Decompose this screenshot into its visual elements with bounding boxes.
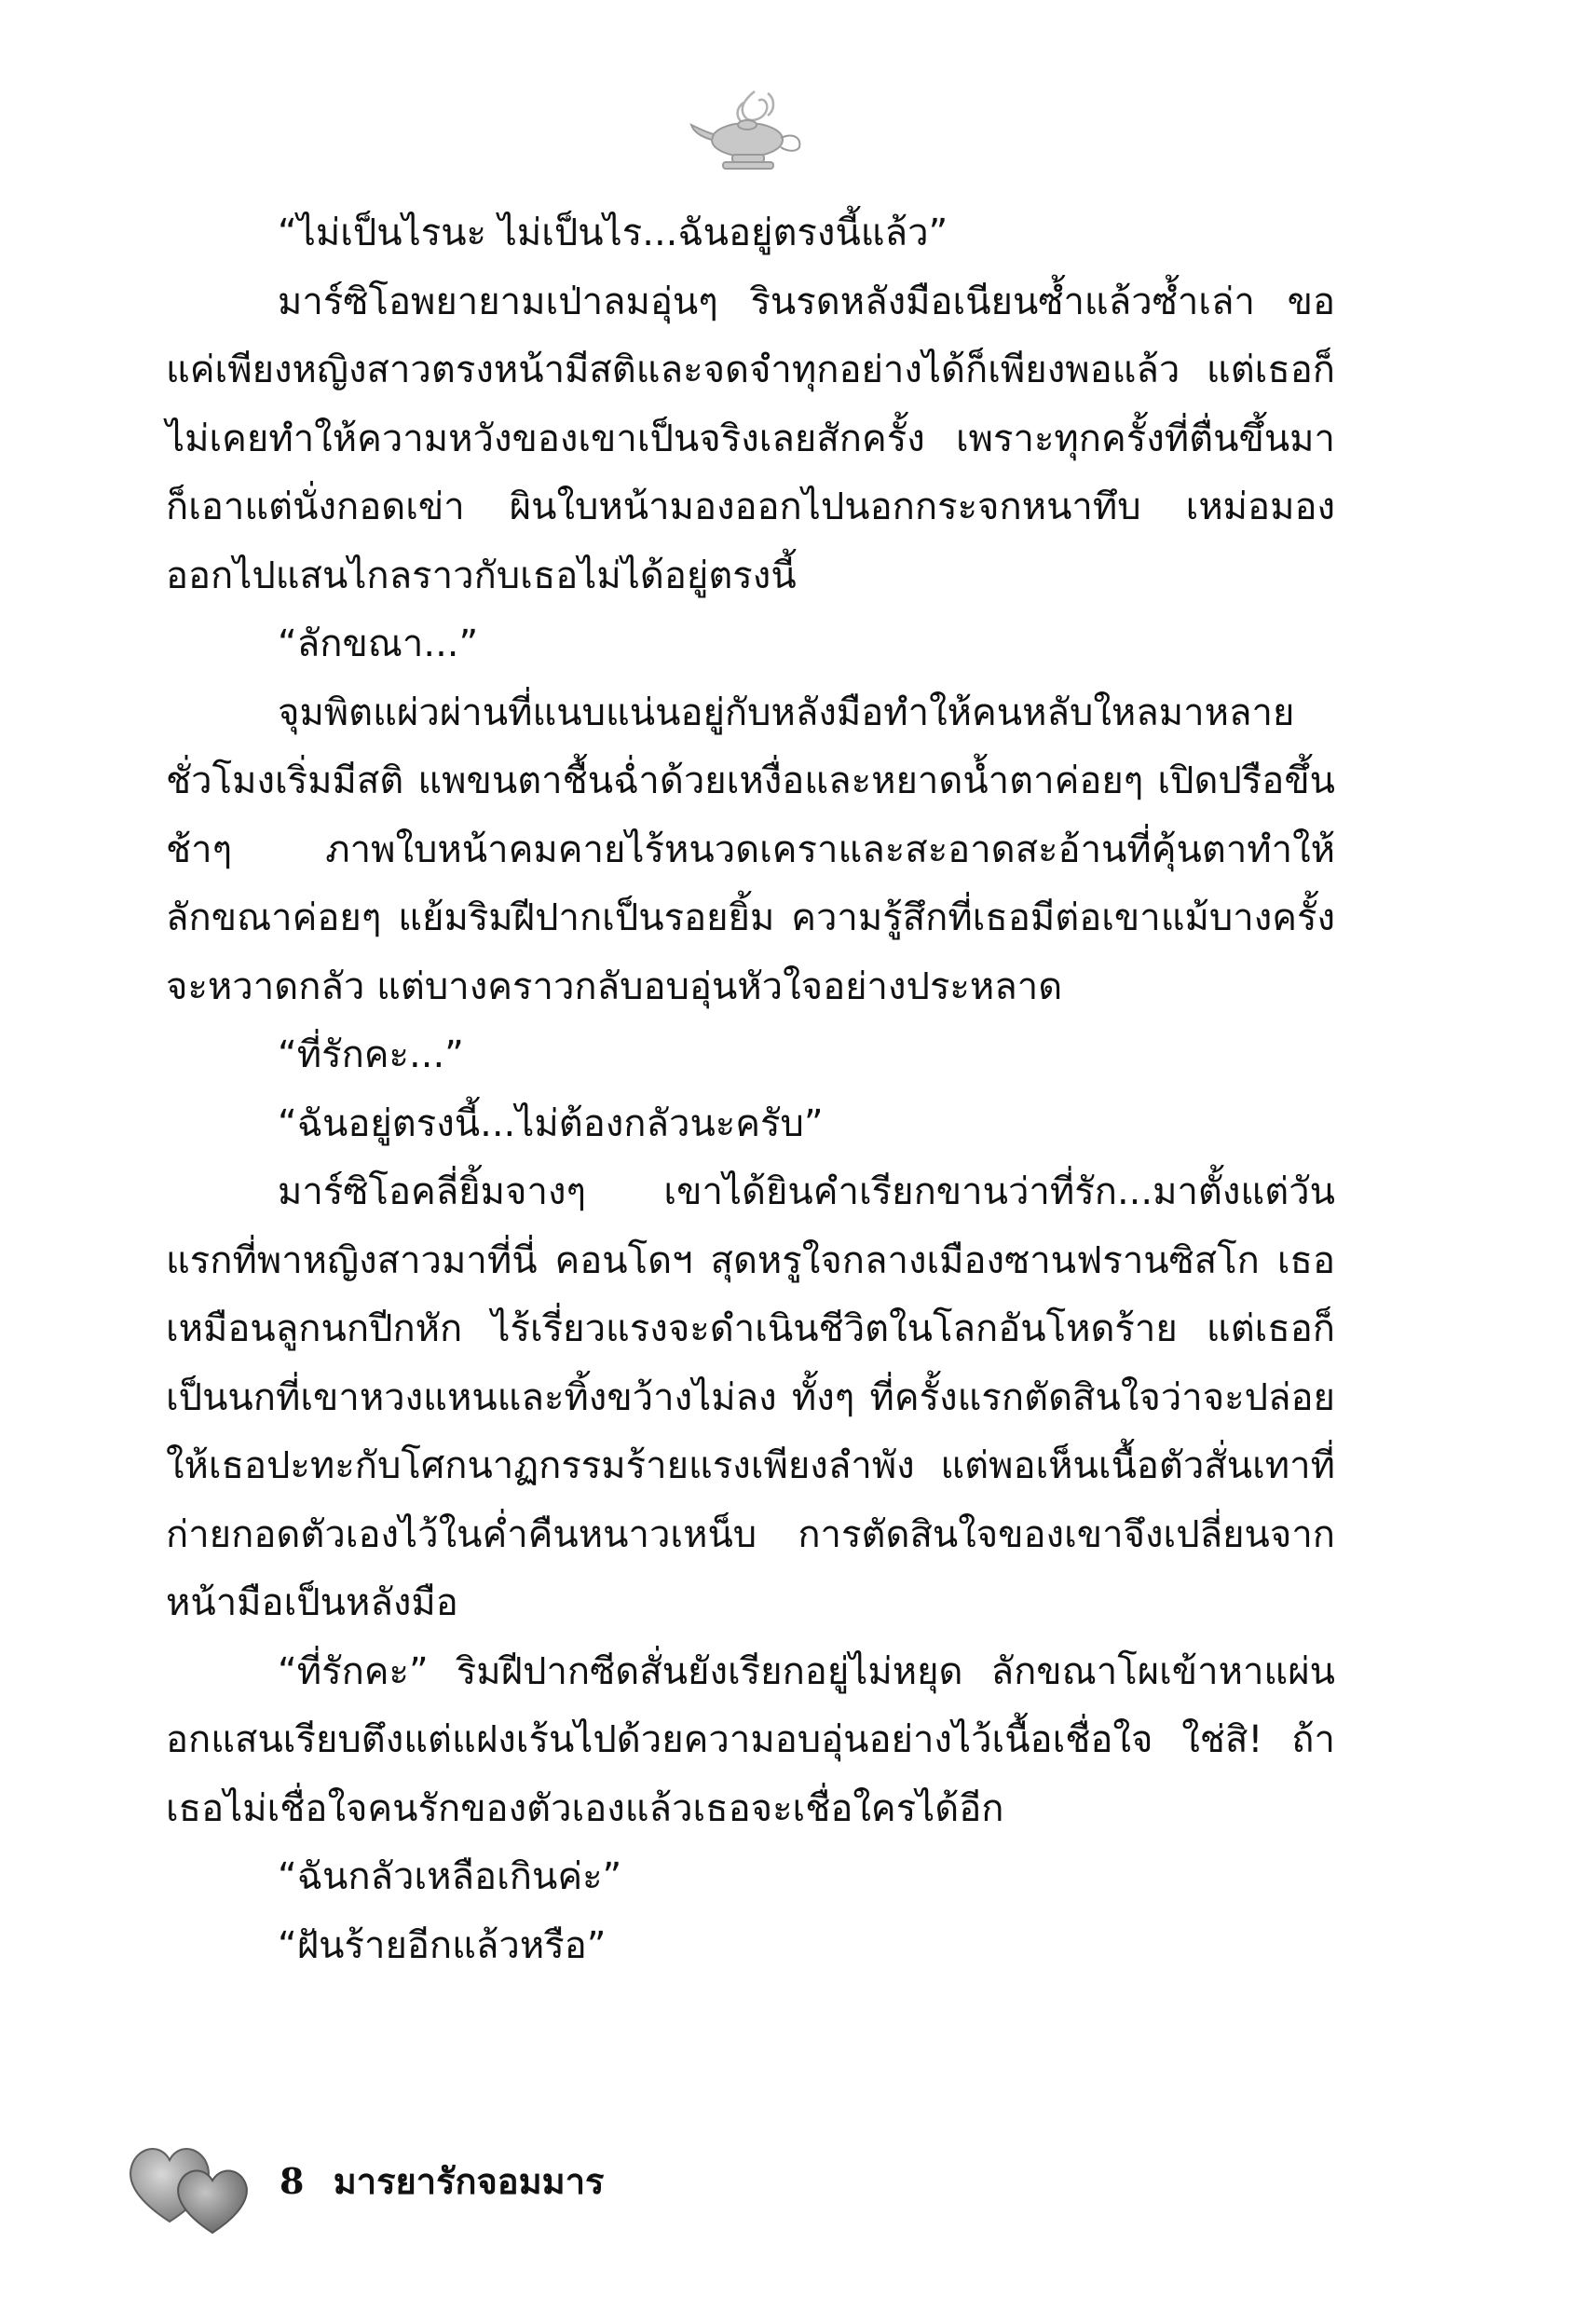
genie-lamp-icon	[689, 82, 811, 175]
book-title: มารยารักจอมมาร	[333, 2160, 605, 2202]
paragraph: มาร์ซิโอคลี่ยิ้มจางๆ เขาได้ยินคำเรียกขานว่าที่รัก...มาตั้งแต่วันแรกที่พาหญิงสาวมาที่นี่ คอนโดฯ สุดหรูใจกลางเมืองซานฟรานซิสโก เธอเหมือนลูกนกปีกหัก ไร้เรี่ยวแรงจะดำเนินชีวิตในโลกอันโหดร้าย แต่เธอก็เป็นนกที่เขาหวงแหนและทิ้งขว้างไม่ลง ทั้งๆ ที่ครั้งแรกตัดสินใจว่าจะปล่อยให้เธอปะทะกับโศกนาฏกรรมร้ายแรงเพียงลำพัง แต่พอเห็นเนื้อตัวสั่นเทาที่ก่ายกอดตัวเองไว้ในค่ำคืนหนาวเหน็บ การตัดสินใจของเขาจึงเปลี่ยนจากหน้ามือเป็นหลังมือ	[166, 1170, 1335, 1624]
paragraph: “ฉันกลัวเหลือเกินค่ะ”	[278, 1855, 622, 1898]
running-footer	[280, 2158, 604, 2205]
paragraph: “ที่รักคะ” ริมฝีปากซีดสั่นยังเรียกอยู่ไม่หยุด ลักขณาโผเข้าหาแผ่นอกแสนเรียบตึงแต่แฝงเร้นไปด้วยความอบอุ่นอย่างไว้เนื้อเชื่อใจ ใช่สิ! ถ้าเธอไม่เชื่อใจคนรักของตัวเองแล้วเธอจะเชื่อใครได้อีก	[166, 1649, 1335, 1830]
paragraph: “ที่รักคะ...”	[278, 1033, 464, 1076]
paragraph: “ฝันร้ายอีกแล้วหรือ”	[278, 1923, 607, 1967]
hearts-icon	[123, 2128, 272, 2240]
page-number: 8	[280, 2160, 305, 2202]
paragraph: มาร์ซิโอพยายามเป่าลมอุ่นๆ รินรดหลังมือเนียนซ้ำแล้วซ้ำเล่า ขอแค่เพียงหญิงสาวตรงหน้ามีสติและจดจำทุกอย่างได้ก็เพียงพอแล้ว แต่เธอก็ไม่เคยทำให้ความหวังของเขาเป็นจริงเลยสักครั้ง เพราะทุกครั้งที่ตื่นขึ้นมาก็เอาแต่นั่งกอดเข่า ผินใบหน้ามองออกไปนอกกระจกหนาทึบ เหม่อมองออกไปแสนไกลราวกับเธอไม่ได้อยู่ตรงนี้	[166, 280, 1335, 597]
paragraph: “ฉันอยู่ตรงนี้...ไม่ต้องกลัวนะครับ”	[278, 1101, 824, 1145]
paragraph: จุมพิตแผ่วผ่านที่แนบแน่นอยู่กับหลังมือทำให้คนหลับใหลมาหลายชั่วโมงเริ่มมีสติ แพขนตาชื้นฉ่ำด้วยเหงื่อและหยาดน้ำตาค่อยๆ เปิดปรือขึ้นช้าๆ ภาพใบหน้าคมคายไร้หนวดเคราและสะอาดสะอ้านที่คุ้นตาทำให้ลักขณาค่อยๆ แย้มริมฝีปากเป็นรอยยิ้ม ความรู้สึกที่เธอมีต่อเขาแม้บางครั้งจะหวาดกลัว แต่บางคราวกลับอบอุ่นหัวใจอย่างประหลาด	[166, 691, 1335, 1008]
page-footer	[123, 2128, 682, 2240]
paragraph: “ลักขณา...”	[278, 622, 479, 665]
body-text	[166, 199, 1335, 1980]
paragraph: “ไม่เป็นไรนะ ไม่เป็นไร...ฉันอยู่ตรงนี้แล้ว”	[278, 212, 948, 254]
